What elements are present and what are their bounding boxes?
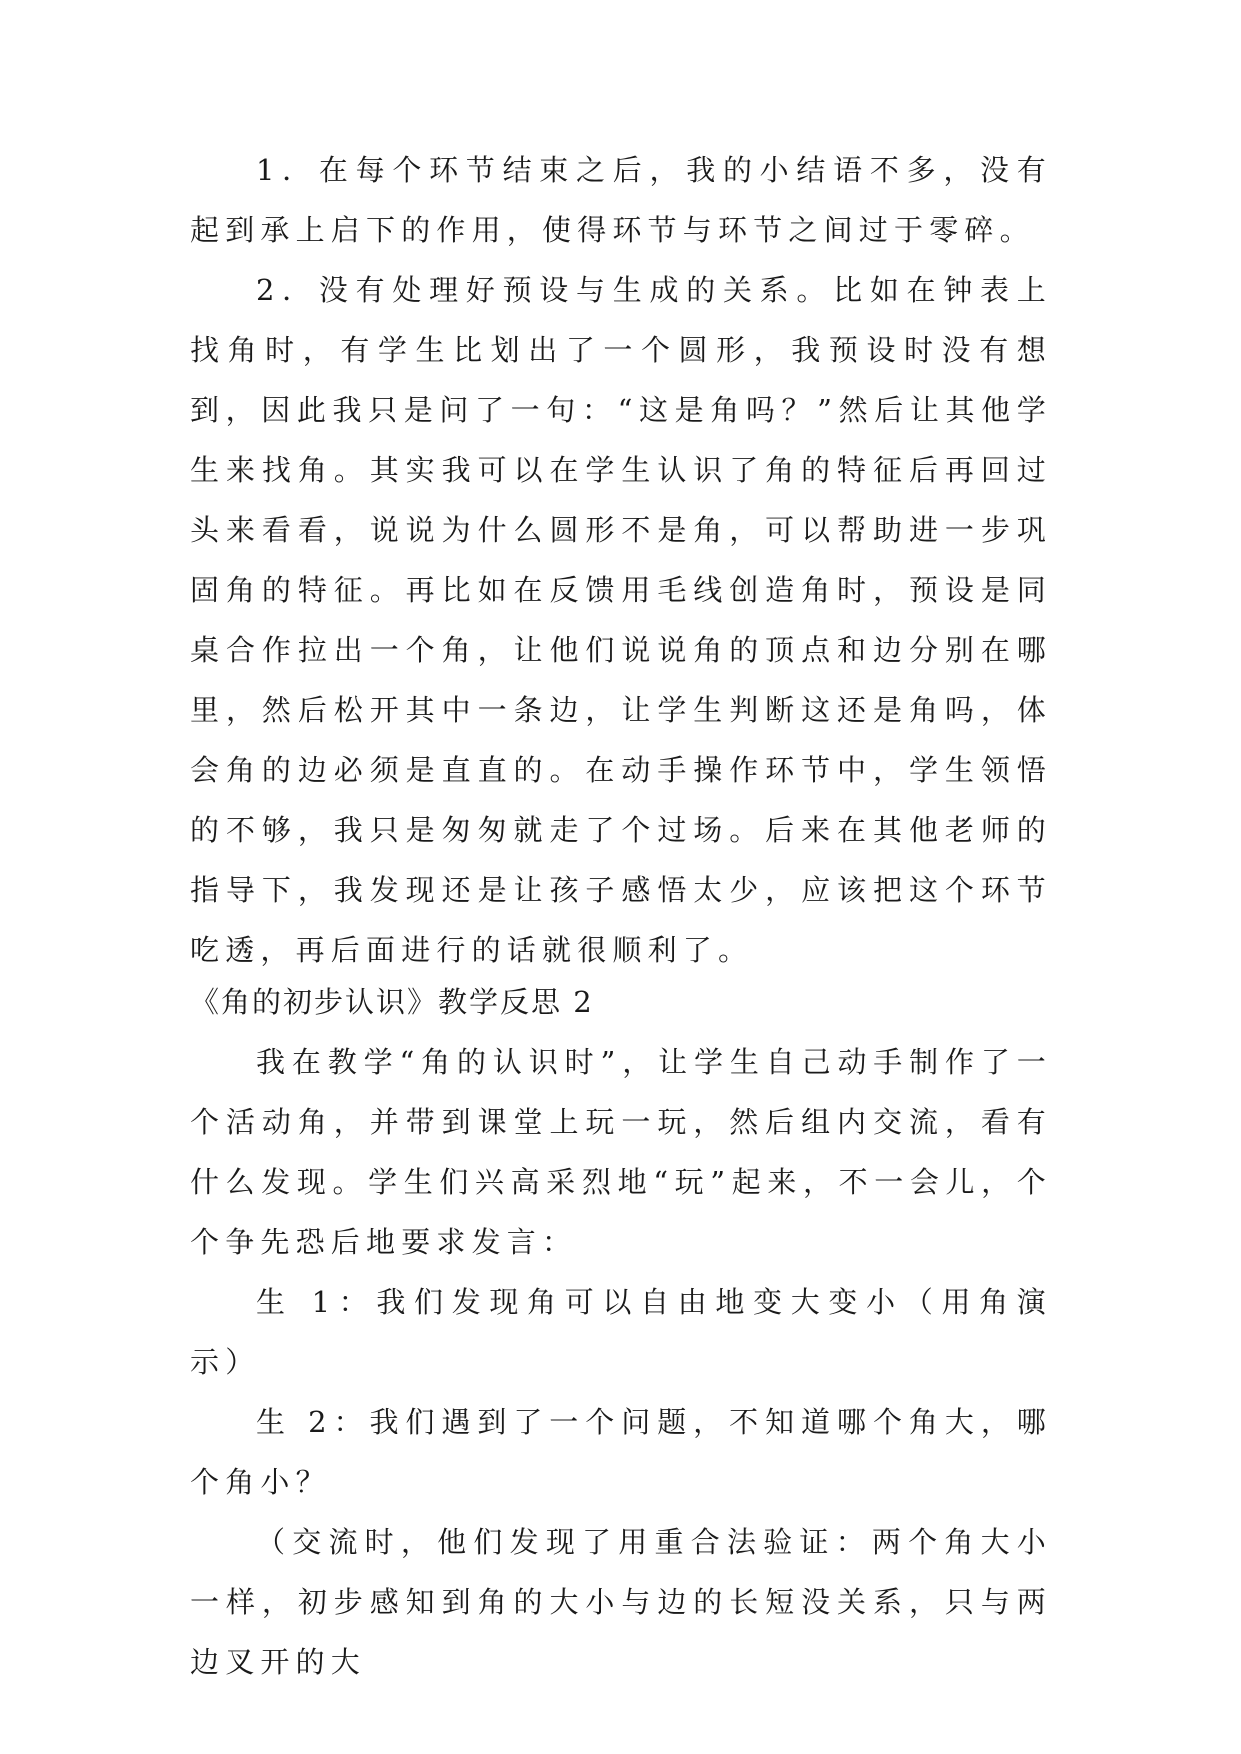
section-2-body [190,1032,1052,1692]
paragraph-summary-issue: 1．在每个环节结束之后，我的小结语不多，没有起到承上启下的作用，使得环节与环节之间过于零碎。 [190,153,1052,247]
section-1-body [190,140,1052,980]
paragraph-activity-angle: 我在教学“角的认识时”，让学生自己动手制作了一个活动角，并带到课堂上玩一玩，然后组内交流，看有什么发现。学生们兴高采烈地“玩”起来，不一会儿，个个争先恐后地要求发言： [190,1045,1052,1259]
section-2-title: 《角的初步认识》教学反思 2 [190,985,594,1019]
paragraph-student-1: 生 1：我们发现角可以自由地变大变小（用角演示） [190,1285,1052,1379]
paragraph-exchange-note: （交流时，他们发现了用重合法验证：两个角大小一样，初步感知到角的大小与边的长短没关系，只与两边叉开的大 [190,1525,1052,1679]
paragraph-student-2: 生 2：我们遇到了一个问题，不知道哪个角大，哪个角小？ [190,1405,1052,1499]
paragraph-preset-generation-issue: 2．没有处理好预设与生成的关系。比如在钟表上找角时，有学生比划出了一个圆形，我预设时没有想到，因此我只是问了一句：“这是角吗？”然后让其他学生来找角。其实我可以在学生认识了角的特征后再回过头来看看，说说为什么圆形不是角，可以帮助进一步巩固角的特征。再比如在反馈用毛线创造角时，预设是同桌合作拉出一个角，让他们说说角的顶点和边分别在哪里，然后松开其中一条边，让学生判断这还是角吗，体会角的边必须是直直的。在动手操作环节中，学生领悟的不够，我只是匆匆就走了个过场。后来在其他老师的指导下，我发现还是让孩子感悟太少，应该把这个环节吃透，再后面进行的话就很顺利了。 [190,273,1052,967]
